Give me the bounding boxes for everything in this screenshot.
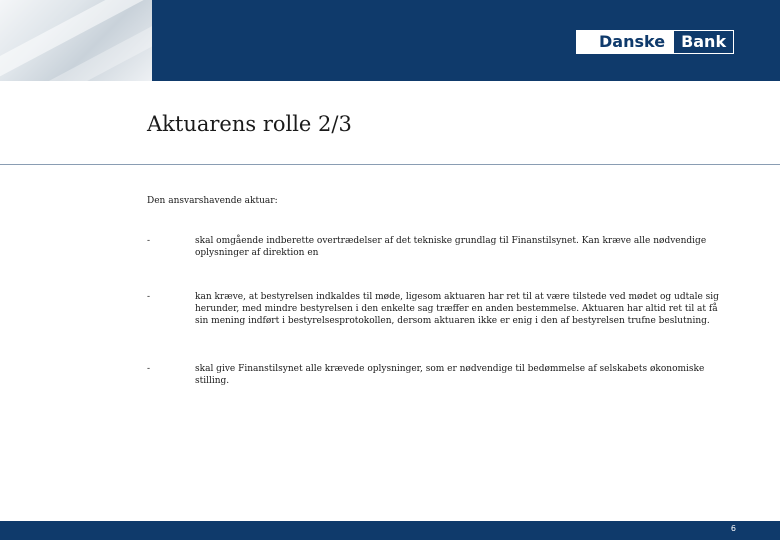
danske-bank-logo bbox=[576, 30, 734, 54]
logo-danske-text: Danske bbox=[577, 31, 673, 53]
logo-bank-text: Bank bbox=[673, 31, 733, 53]
header-photo bbox=[0, 0, 152, 81]
bullet-item bbox=[147, 291, 727, 327]
bullet-text: skal omgående indberette overtrædelser af det tekniske grundlag til Finanstilsynet. Kan kræve alle nødvendige oplysninger af direktion en bbox=[195, 236, 707, 258]
bullet-text: skal give Finanstilsynet alle krævede oplysninger, som er nødvendige til bedømmelse af selskabets økonomiske stilling. bbox=[195, 364, 705, 386]
page-number: 6 bbox=[730, 524, 736, 533]
bullet-marker: - bbox=[147, 364, 151, 374]
bullet-marker: - bbox=[147, 236, 151, 246]
intro-text: Den ansvarshavende aktuar: bbox=[147, 196, 278, 206]
footer-band bbox=[0, 521, 780, 540]
title-divider bbox=[0, 164, 780, 165]
bullet-item bbox=[147, 235, 727, 259]
bullet-text: kan kræve, at bestyrelsen indkaldes til møde, ligesom aktuaren har ret til at være tilstede ved mødet og udtale sig herunder, med mindre bestyrelsen i den enkelte sag træffer en anden bestemmelse. Aktuaren har altid ret til at få sin mening indført i bestyrelsesprotokollen, dersom aktuaren ikke er enig i den af bestyrelsen trufne beslutning. bbox=[195, 292, 719, 326]
bullet-item bbox=[147, 363, 727, 387]
slide-title: Aktuarens rolle 2/3 bbox=[147, 112, 352, 136]
header-band bbox=[0, 0, 780, 81]
bullet-marker: - bbox=[147, 292, 151, 302]
